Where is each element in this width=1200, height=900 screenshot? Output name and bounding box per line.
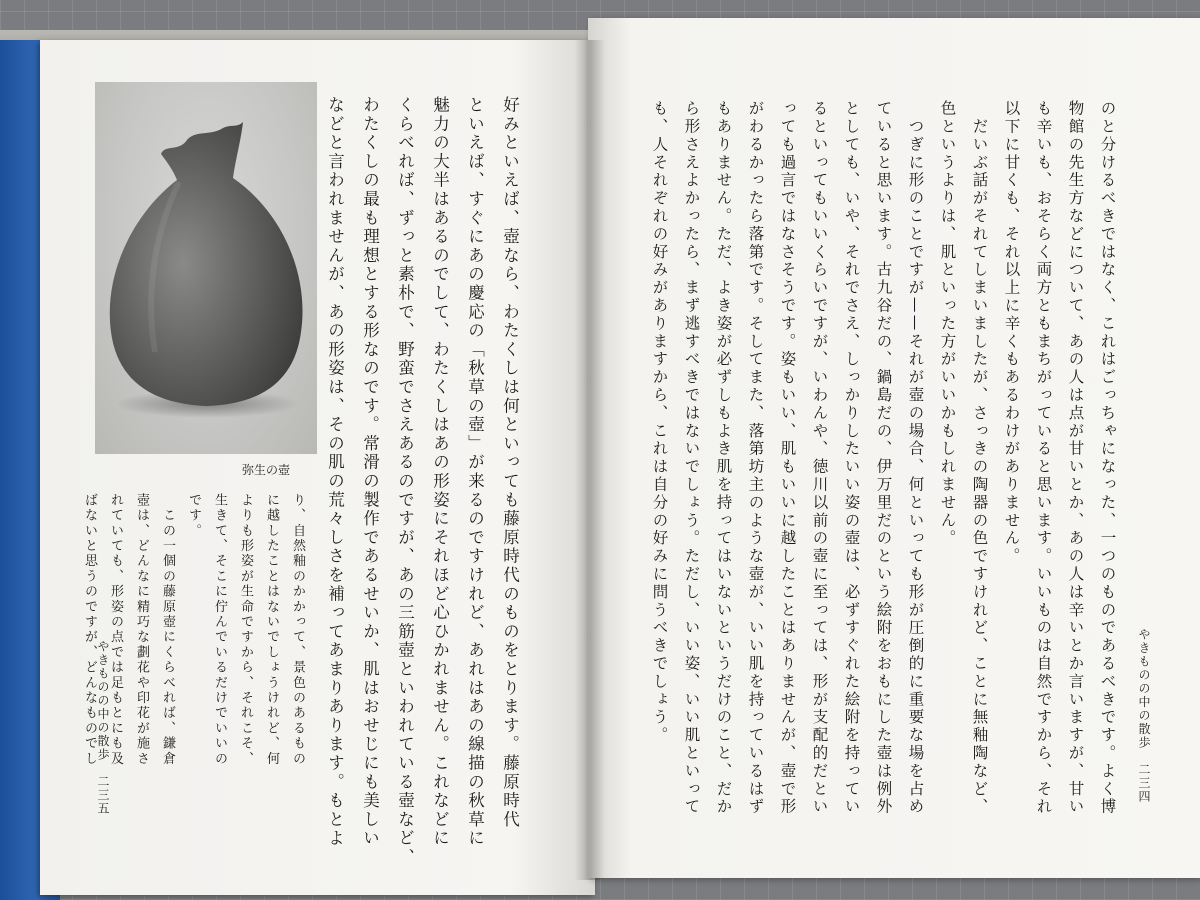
right-text-column: 以下に甘くも、それ以上に辛くもあるわけがありません。 [1002,100,1021,566]
right-text-column: ら形さえよかったら、まず逃すべきではないでしょう。ただし、いい姿、いい肌といって [682,100,701,816]
book-gutter [575,40,605,880]
left-lower-column: 生きて、そこに佇んでいるだけでいいの [212,493,227,767]
left-lower-column: れていても、形姿の点では足もとにも及 [108,493,123,767]
left-lower-column: です。 [186,493,201,539]
right-text-column: 色というよりは、肌といった方がいいかもしれません。 [938,100,957,548]
right-text-column: としても、いや、それでさえ、しっかりしたいい姿の壺は、必ずすぐれた絵附を持ってい [842,100,861,816]
yayoi-jar-image [95,82,317,454]
left-text-column: 好みといえば、壺なら、わたくしは何といっても藤原時代のものをとります。藤原時代 [500,96,520,830]
right-running-head: やきものの中の散歩 二三四 [1137,628,1151,804]
left-lower-column: に越したことはないでしょうけれど、何 [264,493,279,767]
pottery-photo [95,82,317,454]
left-lower-column: ばないと思うのですが、どんなものでし [82,493,97,767]
right-text-column: もありません。ただ、よき姿が必ずしもよき肌を持ってはいないというだけのこと、だか [714,100,733,816]
left-text-column: などと言われませんが、あの形姿は、その肌の荒々しさを補ってあまりあります。もとよ [325,96,345,848]
left-lower-column: よりも形姿が生命ですから、それこそ、 [238,493,253,767]
left-text-column: 魅力の大半はあるのでして、わたくしはあの形姿にそれほど心ひかれません。これなどに [430,96,450,848]
right-text-column: 物館の先生方などについて、あの人は点が甘いとか、あの人は辛いとか言いますが、甘い [1066,100,1085,816]
left-lower-column: り、自然釉のかかって、景色のあるもの [290,493,305,767]
left-lower-column: この一個の藤原壺にくらべれば、鎌倉 [160,493,175,767]
right-text-column: ていると思います。古九谷だの、鍋島だの、伊万里だのという絵附をおもにした壺は例外 [874,100,893,816]
right-text-column: だいぶ話がそれてしまいましたが、さっきの陶器の色ですけれど、ことに無釉陶など、 [970,100,989,816]
photo-caption: 弥生の壺 [242,463,291,477]
right-text-column: のと分けるべきではなく、これはごっちゃになった、一つのものであるべきです。よく博 [1098,100,1117,816]
right-text-column: も、人それぞれの好みがありますから、これは自分の好みに問うべきでしょう。 [650,100,669,745]
left-text-column: といえば、すぐにあの慶応の「秋草の壺」が来るのですけれど、あれはあの線描の秋草に [465,96,485,848]
right-text-column: つぎに形のことですが——それが壺の場合、何といっても形が圧倒的に重要な場を占め [906,100,925,816]
right-text-column: るといってもいいくらいですが、いわんや、徳川以前の壺に至っては、形が支配的だとい [810,100,829,816]
right-text-column: がわるかったら落第です。そしてまた、落第坊主のような壺が、いい肌を持っているはず [746,100,765,816]
left-text-column: わたくしの最も理想とする形なのです。常滑の製作であるせいか、肌はおせじにも美しい [360,96,380,848]
left-lower-column: 壺は、どんなに精巧な劃花や印花が施さ [134,493,149,767]
left-text-column: くらべれば、ずっと素朴で、野蛮でさえあるのですが、あの三筋壺といわれている壺など、 [395,96,415,867]
right-text-column: っても過言ではなさそうです。姿もいい、肌もいいに越したことはありませんが、壺で形 [778,100,797,816]
left-running-head: やきものの中の散歩 二三五 [96,640,110,816]
right-text-column: も辛いも、おそらく両方ともまちがっていると思います。いいものは自然ですから、それ [1034,100,1053,816]
